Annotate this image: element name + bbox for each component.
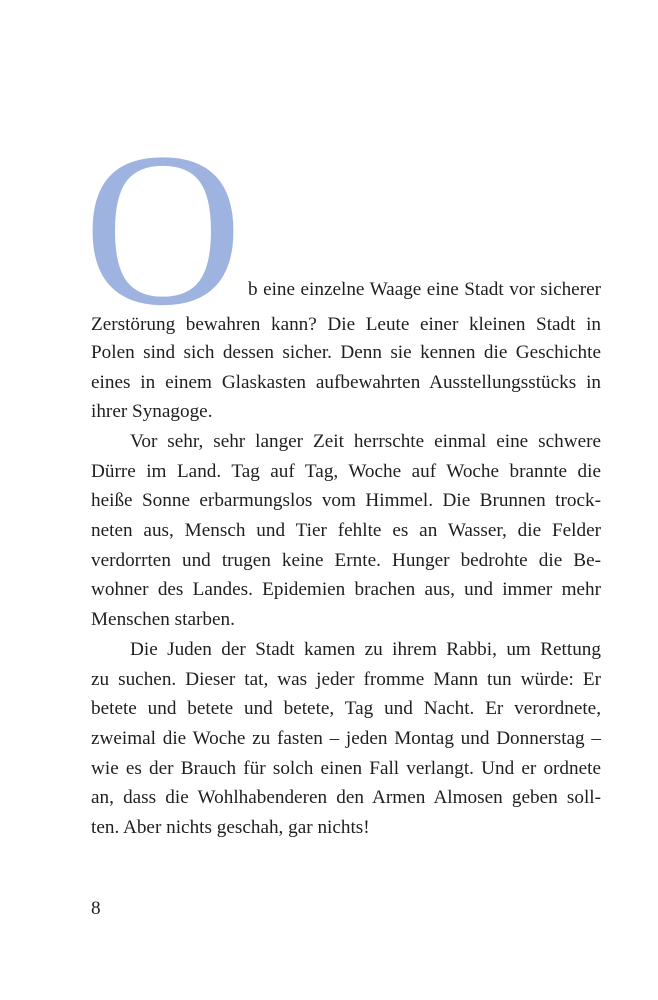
text-line: wohner des Landes. Epidemien brachen aus, und immer mehr [91, 579, 601, 600]
text-line: heiße Sonne erbarmungslos vom Himmel. Die Brunnen trock- [91, 490, 601, 511]
text-line: an, dass die Wohlhabenderen den Armen Almosen geben soll- [91, 787, 601, 808]
text-line: zweimal die Woche zu fasten – jeden Montag und Donnerstag – [91, 728, 601, 749]
text-line: wie es der Brauch für solch einen Fall verlangt. Und er ordnete [91, 758, 601, 779]
page-number: 8 [91, 898, 101, 919]
text-line: neten aus, Mensch und Tier fehlte es an Wasser, die Felder [91, 520, 601, 541]
text-line: Zerstörung bewahren kann? Die Leute einer kleinen Stadt in [91, 314, 601, 335]
drop-cap-initial: O [83, 107, 243, 351]
text-line: Die Juden der Stadt kamen zu ihrem Rabbi, um Rettung [130, 639, 601, 660]
text-line: Vor sehr, sehr langer Zeit herrschte einmal eine schwere [130, 431, 601, 452]
text-line: Dürre im Land. Tag auf Tag, Woche auf Woche brannte die [91, 461, 601, 482]
text-line: Polen sind sich dessen sicher. Denn sie kennen die Geschichte [91, 342, 601, 363]
text-line: betete und betete und betete, Tag und Nacht. Er verordnete, [91, 698, 601, 719]
text-line: eines in einem Glaskasten aufbewahrten Ausstellungsstücks in [91, 372, 601, 393]
text-line: Menschen starben. [91, 609, 235, 630]
text-line: ihrer Synagoge. [91, 401, 213, 422]
text-line: ten. Aber nichts geschah, gar nichts! [91, 817, 370, 838]
text-line: zu suchen. Dieser tat, was jeder fromme Mann tun würde: Er [91, 669, 601, 690]
text-line: b eine einzelne Waage eine Stadt vor sicherer [248, 279, 601, 300]
text-line: verdorrten und trugen keine Ernte. Hunger bedrohte die Be- [91, 550, 601, 571]
